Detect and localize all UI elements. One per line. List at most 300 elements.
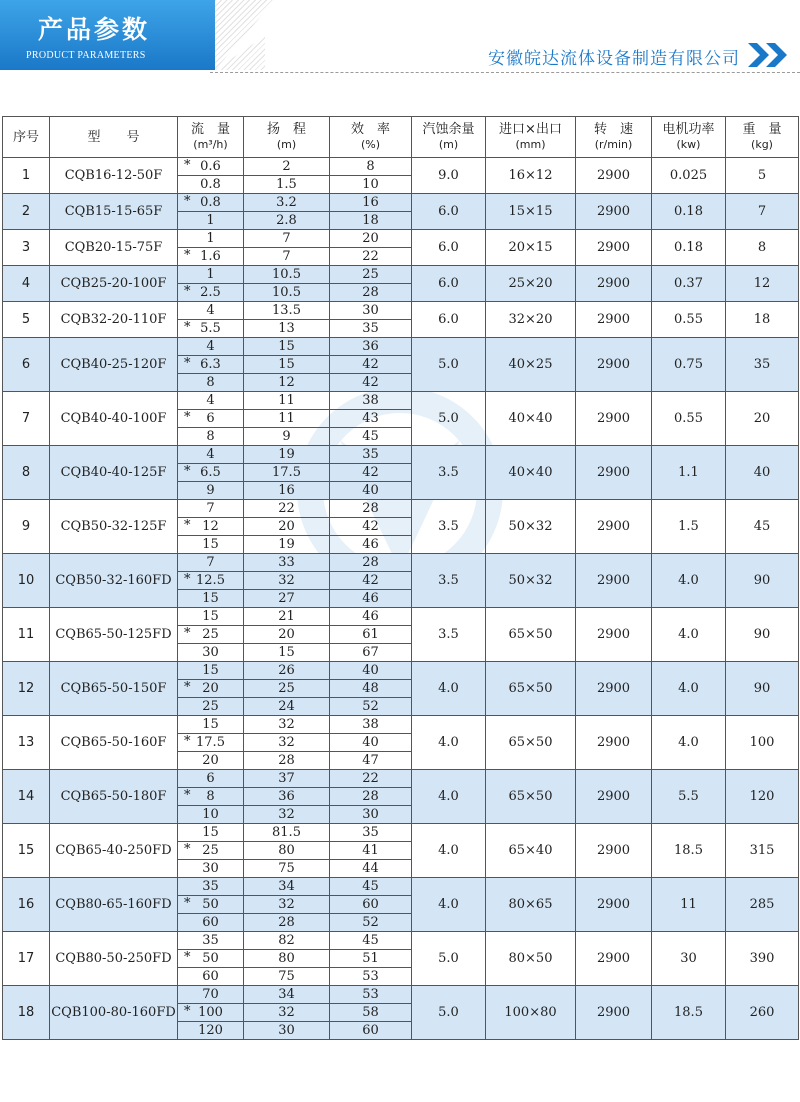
- speed-cell: 2900: [576, 932, 652, 986]
- weight-cell: 90: [726, 662, 799, 716]
- weight-cell: 7: [726, 194, 799, 230]
- ports-cell: 32×20: [486, 302, 576, 338]
- efficiency-cell: 60: [330, 896, 412, 914]
- head-cell: 34: [244, 986, 330, 1004]
- table-row: [3, 230, 799, 248]
- efficiency-cell: 48: [330, 680, 412, 698]
- head-cell: 75: [244, 968, 330, 986]
- row-index: 13: [3, 716, 50, 770]
- power-cell: 0.37: [652, 266, 726, 302]
- rated-point-marker: *: [184, 518, 191, 533]
- efficiency-cell: 35: [330, 320, 412, 338]
- flow-cell: 4: [178, 392, 244, 410]
- speed-cell: 2900: [576, 770, 652, 824]
- flow-cell: 15: [178, 536, 244, 554]
- table-row: [3, 158, 799, 176]
- efficiency-cell: 53: [330, 968, 412, 986]
- power-cell: 4.0: [652, 608, 726, 662]
- head-cell: 25: [244, 680, 330, 698]
- power-cell: 4.0: [652, 554, 726, 608]
- speed-cell: 2900: [576, 878, 652, 932]
- flow-cell: * 17.5: [178, 734, 244, 752]
- head-cell: 34: [244, 878, 330, 896]
- head-cell: 11: [244, 392, 330, 410]
- efficiency-cell: 42: [330, 356, 412, 374]
- power-cell: 1.5: [652, 500, 726, 554]
- efficiency-cell: 40: [330, 662, 412, 680]
- flow-cell: * 25: [178, 626, 244, 644]
- head-cell: 80: [244, 842, 330, 860]
- flow-cell: * 6.3: [178, 356, 244, 374]
- row-index: 1: [3, 158, 50, 194]
- weight-cell: 90: [726, 608, 799, 662]
- header-head: 扬 程 (m): [244, 117, 330, 158]
- table-row: [3, 986, 799, 1004]
- head-cell: 2.8: [244, 212, 330, 230]
- row-model: CQB20-15-75F: [50, 230, 178, 266]
- row-index: 18: [3, 986, 50, 1040]
- efficiency-cell: 25: [330, 266, 412, 284]
- npsh-cell: 3.5: [412, 500, 486, 554]
- efficiency-cell: 16: [330, 194, 412, 212]
- flow-cell: * 2.5: [178, 284, 244, 302]
- header-ports: 进口×出口 (mm): [486, 117, 576, 158]
- ports-cell: 15×15: [486, 194, 576, 230]
- head-cell: 37: [244, 770, 330, 788]
- rated-point-marker: *: [184, 680, 191, 695]
- npsh-cell: 5.0: [412, 932, 486, 986]
- row-index: 6: [3, 338, 50, 392]
- efficiency-cell: 42: [330, 518, 412, 536]
- speed-cell: 2900: [576, 230, 652, 266]
- head-cell: 12: [244, 374, 330, 392]
- table-row: [3, 338, 799, 356]
- power-cell: 0.75: [652, 338, 726, 392]
- row-model: CQB65-50-150F: [50, 662, 178, 716]
- flow-cell: 15: [178, 824, 244, 842]
- npsh-cell: 9.0: [412, 158, 486, 194]
- speed-cell: 2900: [576, 824, 652, 878]
- flow-cell: * 50: [178, 896, 244, 914]
- npsh-cell: 3.5: [412, 554, 486, 608]
- row-model: CQB100-80-160FD: [50, 986, 178, 1040]
- head-cell: 75: [244, 860, 330, 878]
- flow-cell: * 20: [178, 680, 244, 698]
- ports-cell: 50×32: [486, 554, 576, 608]
- head-cell: 13.5: [244, 302, 330, 320]
- head-cell: 7: [244, 248, 330, 266]
- efficiency-cell: 43: [330, 410, 412, 428]
- head-cell: 11: [244, 410, 330, 428]
- head-cell: 24: [244, 698, 330, 716]
- npsh-cell: 5.0: [412, 986, 486, 1040]
- head-cell: 28: [244, 914, 330, 932]
- efficiency-cell: 28: [330, 284, 412, 302]
- page-subtitle: PRODUCT PARAMETERS: [26, 50, 146, 61]
- efficiency-cell: 58: [330, 1004, 412, 1022]
- head-cell: 13: [244, 320, 330, 338]
- head-cell: 19: [244, 446, 330, 464]
- flow-cell: 1: [178, 230, 244, 248]
- table-row: [3, 392, 799, 410]
- efficiency-cell: 52: [330, 698, 412, 716]
- header-model: 型 号: [50, 117, 178, 158]
- npsh-cell: 4.0: [412, 878, 486, 932]
- speed-cell: 2900: [576, 662, 652, 716]
- row-index: 17: [3, 932, 50, 986]
- product-parameters-table: [2, 116, 799, 1040]
- rated-point-marker: *: [184, 734, 191, 749]
- power-cell: 0.55: [652, 302, 726, 338]
- flow-cell: 0.8: [178, 176, 244, 194]
- efficiency-cell: 30: [330, 806, 412, 824]
- row-model: CQB50-32-160FD: [50, 554, 178, 608]
- speed-cell: 2900: [576, 302, 652, 338]
- head-cell: 81.5: [244, 824, 330, 842]
- efficiency-cell: 22: [330, 248, 412, 266]
- rated-point-marker: *: [184, 1004, 191, 1019]
- row-index: 16: [3, 878, 50, 932]
- rated-point-marker: *: [184, 626, 191, 641]
- ports-cell: 25×20: [486, 266, 576, 302]
- table-row: [3, 770, 799, 788]
- efficiency-cell: 46: [330, 608, 412, 626]
- weight-cell: 40: [726, 446, 799, 500]
- row-index: 12: [3, 662, 50, 716]
- flow-cell: 10: [178, 806, 244, 824]
- power-cell: 4.0: [652, 662, 726, 716]
- npsh-cell: 4.0: [412, 770, 486, 824]
- row-model: CQB65-50-160F: [50, 716, 178, 770]
- head-cell: 16: [244, 482, 330, 500]
- flow-cell: 120: [178, 1022, 244, 1040]
- flow-cell: 15: [178, 716, 244, 734]
- flow-cell: 1: [178, 212, 244, 230]
- head-cell: 3.2: [244, 194, 330, 212]
- npsh-cell: 6.0: [412, 230, 486, 266]
- rated-point-marker: *: [184, 248, 191, 263]
- ports-cell: 65×50: [486, 662, 576, 716]
- head-cell: 15: [244, 356, 330, 374]
- ports-cell: 16×12: [486, 158, 576, 194]
- speed-cell: 2900: [576, 986, 652, 1040]
- efficiency-cell: 52: [330, 914, 412, 932]
- head-cell: 82: [244, 932, 330, 950]
- head-cell: 10.5: [244, 266, 330, 284]
- npsh-cell: 4.0: [412, 662, 486, 716]
- head-cell: 17.5: [244, 464, 330, 482]
- weight-cell: 90: [726, 554, 799, 608]
- rated-point-marker: *: [184, 284, 191, 299]
- header-flow: 流 量 (m³/h): [178, 117, 244, 158]
- npsh-cell: 3.5: [412, 446, 486, 500]
- npsh-cell: 6.0: [412, 302, 486, 338]
- flow-cell: * 0.8: [178, 194, 244, 212]
- head-cell: 26: [244, 662, 330, 680]
- flow-cell: * 8: [178, 788, 244, 806]
- title-banner: [0, 0, 215, 70]
- row-model: CQB32-20-110F: [50, 302, 178, 338]
- efficiency-cell: 41: [330, 842, 412, 860]
- npsh-cell: 3.5: [412, 608, 486, 662]
- ports-cell: 80×50: [486, 932, 576, 986]
- flow-cell: 1: [178, 266, 244, 284]
- flow-cell: * 5.5: [178, 320, 244, 338]
- header-divider: [210, 72, 800, 74]
- efficiency-cell: 44: [330, 860, 412, 878]
- rated-point-marker: *: [184, 572, 191, 587]
- header-weight: 重 量 (kg): [726, 117, 799, 158]
- rated-point-marker: *: [184, 410, 191, 425]
- npsh-cell: 5.0: [412, 392, 486, 446]
- row-index: 14: [3, 770, 50, 824]
- efficiency-cell: 28: [330, 500, 412, 518]
- flow-cell: 60: [178, 968, 244, 986]
- speed-cell: 2900: [576, 608, 652, 662]
- flow-cell: 8: [178, 374, 244, 392]
- row-model: CQB25-20-100F: [50, 266, 178, 302]
- head-cell: 2: [244, 158, 330, 176]
- row-index: 8: [3, 446, 50, 500]
- table-row: [3, 446, 799, 464]
- head-cell: 32: [244, 572, 330, 590]
- efficiency-cell: 61: [330, 626, 412, 644]
- speed-cell: 2900: [576, 338, 652, 392]
- header-index: 序号: [3, 117, 50, 158]
- efficiency-cell: 40: [330, 482, 412, 500]
- table-body: [3, 158, 799, 1040]
- flow-cell: * 25: [178, 842, 244, 860]
- head-cell: 32: [244, 716, 330, 734]
- flow-cell: 15: [178, 590, 244, 608]
- ports-cell: 40×25: [486, 338, 576, 392]
- header-power: 电机功率 (kw): [652, 117, 726, 158]
- flow-cell: 35: [178, 932, 244, 950]
- row-model: CQB40-25-120F: [50, 338, 178, 392]
- flow-cell: 6: [178, 770, 244, 788]
- ports-cell: 50×32: [486, 500, 576, 554]
- head-cell: 7: [244, 230, 330, 248]
- row-index: 4: [3, 266, 50, 302]
- head-cell: 32: [244, 734, 330, 752]
- rated-point-marker: *: [184, 194, 191, 209]
- efficiency-cell: 42: [330, 374, 412, 392]
- table-row: [3, 302, 799, 320]
- flow-cell: 15: [178, 662, 244, 680]
- head-cell: 1.5: [244, 176, 330, 194]
- speed-cell: 2900: [576, 158, 652, 194]
- row-model: CQB40-40-125F: [50, 446, 178, 500]
- head-cell: 15: [244, 644, 330, 662]
- power-cell: 0.025: [652, 158, 726, 194]
- head-cell: 20: [244, 626, 330, 644]
- rated-point-marker: *: [184, 788, 191, 803]
- row-model: CQB16-12-50F: [50, 158, 178, 194]
- speed-cell: 2900: [576, 500, 652, 554]
- weight-cell: 12: [726, 266, 799, 302]
- flow-cell: * 6.5: [178, 464, 244, 482]
- efficiency-cell: 51: [330, 950, 412, 968]
- row-index: 11: [3, 608, 50, 662]
- efficiency-cell: 53: [330, 986, 412, 1004]
- row-index: 5: [3, 302, 50, 338]
- table-row: [3, 716, 799, 734]
- weight-cell: 45: [726, 500, 799, 554]
- row-index: 7: [3, 392, 50, 446]
- rated-point-marker: *: [184, 158, 191, 173]
- power-cell: 0.18: [652, 194, 726, 230]
- head-cell: 21: [244, 608, 330, 626]
- weight-cell: 5: [726, 158, 799, 194]
- row-model: CQB80-65-160FD: [50, 878, 178, 932]
- efficiency-cell: 8: [330, 158, 412, 176]
- company-name: 安徽皖达流体设备制造有限公司: [488, 49, 740, 69]
- flow-cell: 25: [178, 698, 244, 716]
- npsh-cell: 6.0: [412, 266, 486, 302]
- head-cell: 27: [244, 590, 330, 608]
- ports-cell: 65×50: [486, 608, 576, 662]
- power-cell: 11: [652, 878, 726, 932]
- ports-cell: 100×80: [486, 986, 576, 1040]
- row-model: CQB50-32-125F: [50, 500, 178, 554]
- table-row: [3, 266, 799, 284]
- head-cell: 22: [244, 500, 330, 518]
- head-cell: 32: [244, 806, 330, 824]
- ports-cell: 65×50: [486, 770, 576, 824]
- flow-cell: * 100: [178, 1004, 244, 1022]
- flow-cell: 9: [178, 482, 244, 500]
- flow-cell: * 1.6: [178, 248, 244, 266]
- header-speed: 转 速 (r/min): [576, 117, 652, 158]
- weight-cell: 35: [726, 338, 799, 392]
- efficiency-cell: 35: [330, 824, 412, 842]
- flow-cell: 7: [178, 500, 244, 518]
- head-cell: 32: [244, 896, 330, 914]
- efficiency-cell: 22: [330, 770, 412, 788]
- npsh-cell: 5.0: [412, 338, 486, 392]
- header-npsh: 汽蚀余量 (m): [412, 117, 486, 158]
- table-row: [3, 194, 799, 212]
- head-cell: 19: [244, 536, 330, 554]
- ports-cell: 80×65: [486, 878, 576, 932]
- weight-cell: 8: [726, 230, 799, 266]
- weight-cell: 120: [726, 770, 799, 824]
- table-row: [3, 824, 799, 842]
- weight-cell: 18: [726, 302, 799, 338]
- row-model: CQB15-15-65F: [50, 194, 178, 230]
- weight-cell: 260: [726, 986, 799, 1040]
- efficiency-cell: 45: [330, 878, 412, 896]
- table-row: [3, 878, 799, 896]
- rated-point-marker: *: [184, 464, 191, 479]
- efficiency-cell: 60: [330, 1022, 412, 1040]
- speed-cell: 2900: [576, 446, 652, 500]
- ports-cell: 40×40: [486, 446, 576, 500]
- flow-cell: * 6: [178, 410, 244, 428]
- flow-cell: 7: [178, 554, 244, 572]
- speed-cell: 2900: [576, 554, 652, 608]
- efficiency-cell: 45: [330, 428, 412, 446]
- efficiency-cell: 36: [330, 338, 412, 356]
- ports-cell: 40×40: [486, 392, 576, 446]
- flow-cell: 30: [178, 860, 244, 878]
- efficiency-cell: 45: [330, 932, 412, 950]
- flow-cell: * 12.5: [178, 572, 244, 590]
- row-model: CQB65-40-250FD: [50, 824, 178, 878]
- power-cell: 5.5: [652, 770, 726, 824]
- flow-cell: * 12: [178, 518, 244, 536]
- efficiency-cell: 46: [330, 536, 412, 554]
- power-cell: 0.18: [652, 230, 726, 266]
- ports-cell: 20×15: [486, 230, 576, 266]
- efficiency-cell: 20: [330, 230, 412, 248]
- efficiency-cell: 47: [330, 752, 412, 770]
- head-cell: 15: [244, 338, 330, 356]
- row-index: 10: [3, 554, 50, 608]
- flow-cell: 4: [178, 446, 244, 464]
- flow-cell: 70: [178, 986, 244, 1004]
- power-cell: 30: [652, 932, 726, 986]
- double-chevron-right-icon: [746, 42, 792, 68]
- weight-cell: 390: [726, 932, 799, 986]
- flow-cell: 30: [178, 644, 244, 662]
- table-row: [3, 608, 799, 626]
- flow-cell: 8: [178, 428, 244, 446]
- rated-point-marker: *: [184, 842, 191, 857]
- row-index: 2: [3, 194, 50, 230]
- efficiency-cell: 42: [330, 572, 412, 590]
- power-cell: 18.5: [652, 824, 726, 878]
- power-cell: 1.1: [652, 446, 726, 500]
- flow-cell: 4: [178, 302, 244, 320]
- npsh-cell: 4.0: [412, 716, 486, 770]
- efficiency-cell: 38: [330, 392, 412, 410]
- flow-cell: 60: [178, 914, 244, 932]
- efficiency-cell: 38: [330, 716, 412, 734]
- speed-cell: 2900: [576, 392, 652, 446]
- head-cell: 32: [244, 1004, 330, 1022]
- rated-point-marker: *: [184, 320, 191, 335]
- head-cell: 20: [244, 518, 330, 536]
- rated-point-marker: *: [184, 896, 191, 911]
- row-index: 15: [3, 824, 50, 878]
- ports-cell: 65×40: [486, 824, 576, 878]
- power-cell: 0.55: [652, 392, 726, 446]
- table-row: [3, 500, 799, 518]
- speed-cell: 2900: [576, 194, 652, 230]
- table-row: [3, 662, 799, 680]
- efficiency-cell: 28: [330, 788, 412, 806]
- head-cell: 36: [244, 788, 330, 806]
- head-cell: 9: [244, 428, 330, 446]
- rated-point-marker: *: [184, 950, 191, 965]
- table-row: [3, 932, 799, 950]
- efficiency-cell: 67: [330, 644, 412, 662]
- efficiency-cell: 42: [330, 464, 412, 482]
- efficiency-cell: 30: [330, 302, 412, 320]
- page-title: 产品参数: [38, 15, 151, 44]
- flow-cell: * 0.6: [178, 158, 244, 176]
- head-cell: 80: [244, 950, 330, 968]
- npsh-cell: 4.0: [412, 824, 486, 878]
- head-cell: 33: [244, 554, 330, 572]
- row-model: CQB65-50-180F: [50, 770, 178, 824]
- speed-cell: 2900: [576, 266, 652, 302]
- row-index: 9: [3, 500, 50, 554]
- power-cell: 18.5: [652, 986, 726, 1040]
- weight-cell: 20: [726, 392, 799, 446]
- head-cell: 28: [244, 752, 330, 770]
